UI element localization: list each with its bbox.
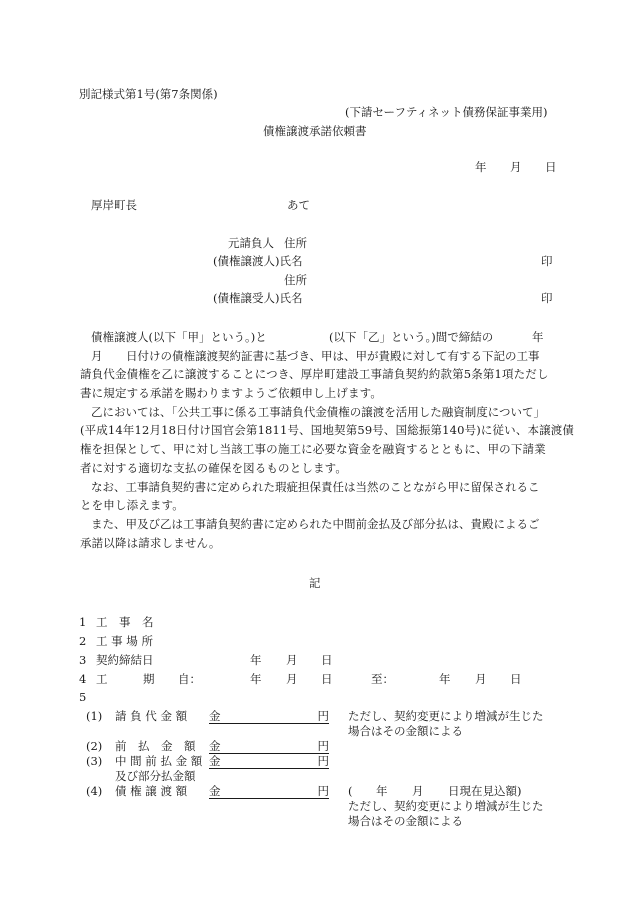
amount-2-label: 前 払 金 額: [115, 739, 196, 753]
amount-1-yen: 円: [317, 709, 329, 723]
date-day: 日: [545, 160, 557, 174]
addressee-name: 厚岸町長: [91, 198, 137, 212]
item-3-number: 3: [79, 653, 87, 667]
item-4-from: 自：: [178, 672, 201, 686]
amount-4-kin: 金: [209, 784, 221, 798]
body-line-8: 者に対する適切な支払の確保を図るものとします。: [80, 461, 348, 475]
amount-3-kin: 金: [209, 754, 221, 768]
body-line-12: 承諾以降は請求しません。: [80, 536, 221, 550]
addressee-suffix: あて: [287, 198, 310, 212]
body-line-4: 書に規定する承諾を賜わりますようご依頼申し上げます。: [80, 386, 382, 400]
form-subtitle: (下請セーフティネット債務保証事業用): [345, 105, 548, 119]
item-5-number: 5: [79, 690, 87, 704]
amount-2-kin: 金: [209, 739, 221, 753]
amount-2-index: (2): [86, 739, 103, 753]
body-line-3: 請負代金債権を乙に譲渡することにつき、厚岸町建設工事請負契約約款第5条第1項ただし: [80, 367, 549, 381]
body-line-2a: 月: [91, 349, 103, 363]
body-line-5: 乙においては、「公共工事に係る工事請負代金債権の譲渡を活用した融資制度について」: [91, 405, 546, 419]
amount-4-month: 月: [412, 784, 424, 798]
amount-3-yen: 円: [317, 754, 329, 768]
item-1-number: 1: [79, 615, 87, 629]
body-line-10: とを申し添えます。: [80, 498, 184, 512]
item-4-from-month: 月: [286, 672, 298, 686]
transferee-address-label: 住所: [284, 273, 307, 287]
item-1-label: 工 事 名: [96, 615, 154, 629]
amount-1-kin: 金: [209, 709, 221, 723]
amount-4-yen: 円: [317, 784, 329, 798]
item-2-label: 工 事 場 所: [96, 634, 153, 648]
amount-4-year: 年: [376, 784, 388, 798]
item-3-label: 契約締結日: [96, 653, 154, 667]
body-line-11: また、甲及び乙は工事請負契約書に定められた中間前金払及び部分払は、貴殿によるご: [91, 517, 540, 531]
amount-4-note-line-2: 場合はその金額による: [348, 814, 463, 828]
amount-1-index: (1): [86, 709, 103, 723]
item-4-to: 至：: [371, 672, 394, 686]
date-month: 月: [510, 160, 522, 174]
item-3-year: 年: [250, 653, 262, 667]
amount-2-field: [209, 739, 329, 754]
amount-3-label-line-1: 中 間 前 払 金 額: [115, 754, 203, 768]
body-line-1b: (以下「乙」という。)間で締結の: [329, 330, 494, 344]
amount-1-field: [209, 709, 329, 724]
body-line-2b: 日付けの債権譲渡契約証書に基づき、甲は、甲が貴殿に対して有する下記の工事: [126, 349, 540, 363]
transferor-seal: 印: [541, 254, 553, 268]
item-4-to-year: 年: [439, 672, 451, 686]
item-3-month: 月: [286, 653, 298, 667]
item-4-label-a: 工: [96, 672, 108, 686]
amount-3-label-line-2: 及び部分払金額: [115, 769, 196, 783]
amount-4-paren-open: (: [348, 784, 353, 798]
transferee-name-label: (債権譲受人)氏名: [213, 291, 303, 305]
amount-1-note-line-1: ただし、契約変更により増減が生じた: [348, 709, 544, 723]
body-line-1c: 年: [532, 330, 544, 344]
amount-3-field: [209, 754, 329, 769]
amount-4-index: (4): [86, 784, 103, 798]
amount-4-field: [209, 784, 329, 799]
amount-1-note-line-2: 場合はその金額による: [348, 724, 463, 738]
item-4-to-day: 日: [510, 672, 522, 686]
body-line-6: (平成14年12月18日付け国官会第1811号、国地契第59号、国総振第140号)に従い、本譲渡債: [80, 423, 575, 437]
body-line-1a: 債権譲渡人(以下「甲」という。)と: [91, 330, 267, 344]
amount-1-label: 請 負 代 金 額: [115, 709, 188, 723]
amount-3-index: (3): [86, 754, 103, 768]
amount-4-asof: 日現在見込額): [448, 784, 522, 798]
item-3-day: 日: [321, 653, 333, 667]
item-4-label-b: 期: [143, 672, 155, 686]
form-number: 別記様式第1号(第7条関係): [79, 87, 218, 101]
date-year: 年: [475, 160, 487, 174]
item-4-from-year: 年: [250, 672, 262, 686]
item-4-to-month: 月: [475, 672, 487, 686]
ki-heading: 記: [309, 576, 321, 590]
item-4-from-day: 日: [321, 672, 333, 686]
body-line-9: なお、工事請負契約書に定められた瑕疵担保責任は当然のことながら甲に留保されるこ: [91, 480, 540, 494]
amount-4-note-line-1: ただし、契約変更により増減が生じた: [348, 799, 544, 813]
item-2-number: 2: [79, 634, 87, 648]
body-line-7: 権を担保として、甲に対し当該工事の施工に必要な資金を融資するとともに、甲の下請業: [80, 442, 546, 456]
transferor-name-label: (債権譲渡人)氏名: [213, 254, 303, 268]
amount-2-yen: 円: [317, 739, 329, 753]
transferor-address-label: 住所: [284, 236, 307, 250]
amount-4-label: 債 権 譲 渡 額: [115, 784, 188, 798]
item-4-number: 4: [79, 672, 87, 686]
transferee-seal: 印: [541, 291, 553, 305]
prime-contractor-label: 元請負人: [228, 236, 274, 250]
document-title: 債権譲渡承諾依頼書: [263, 124, 367, 138]
